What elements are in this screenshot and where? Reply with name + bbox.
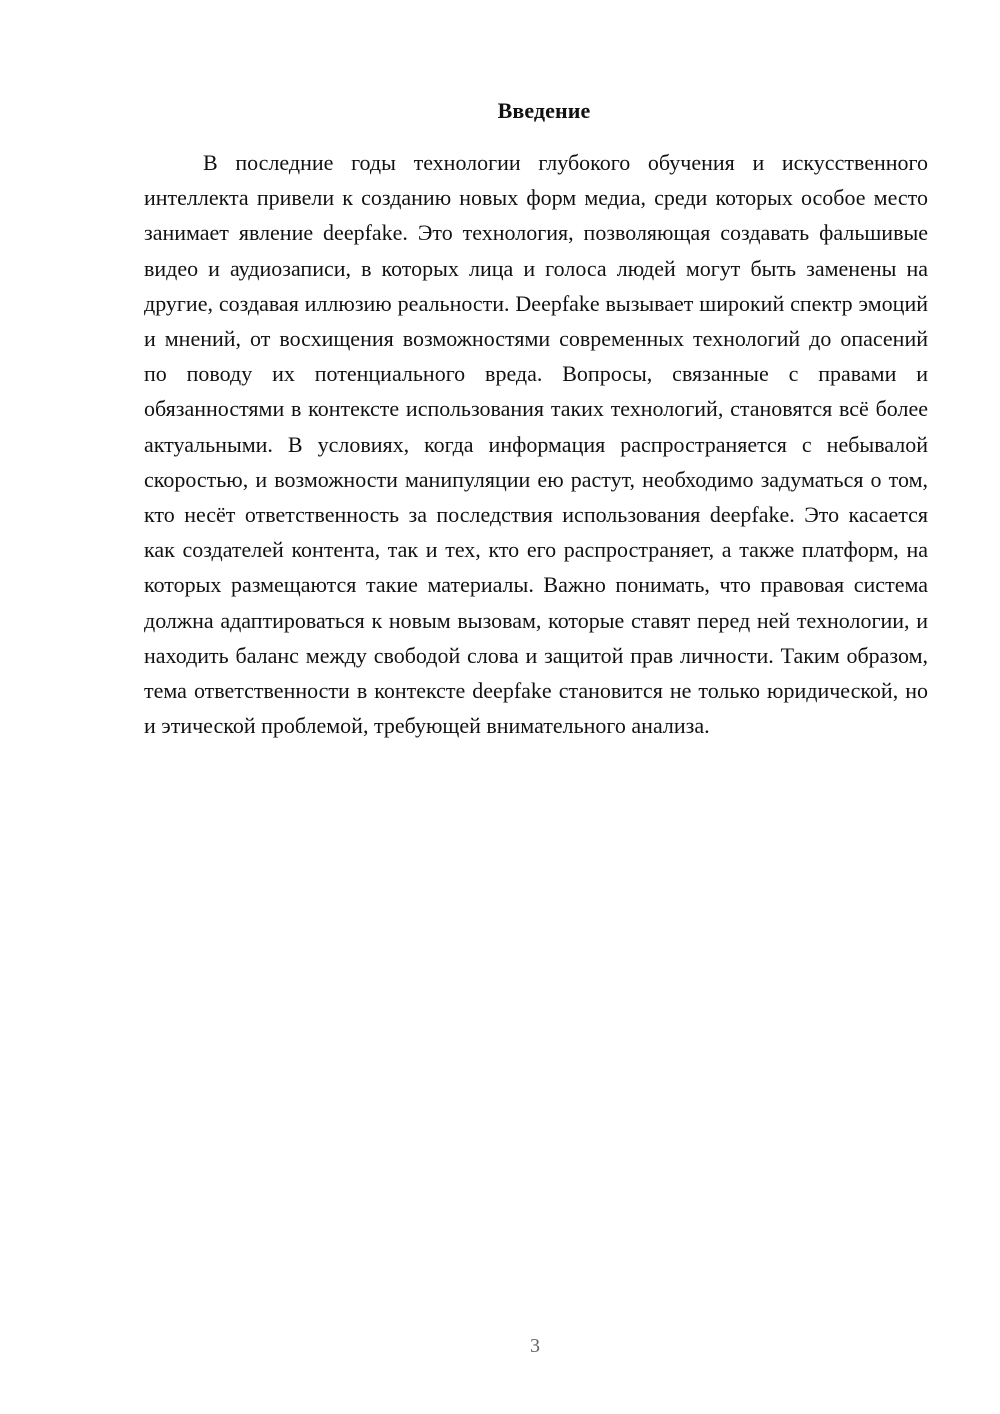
page-content — [144, 96, 928, 743]
page-number: 3 — [530, 1335, 540, 1357]
body-paragraph: В последние годы технологии глубокого обучения и искусственного интеллекта привели к созданию новых форм медиа, среди которых особое место занимает явление deepfake. Это технология, позволяющая создавать фальшивые видео и аудиозаписи, в которых лица и голоса людей могут быть заменены на другие, создавая иллюзию реальности. Deepfake вызывает широкий спектр эмоций и мнений, от восхищения возможностями современных технологий до опасений по поводу их потенциального вреда. Вопросы, связанные с правами и обязанностями в контексте использования таких технологий, становятся всё более актуальными. В условиях, когда информация распространяется с небывалой скоростью, и возможности манипуляции ею растут, необходимо задуматься о том, кто несёт ответственность за последствия использования deepfake. Это касается как создателей контента, так и тех, кто его распространяет, а также платформ, на которых размещаются такие материалы. Важно понимать, что правовая система должна адаптироваться к новым вызовам, которые ставят перед ней технологии, и находить баланс между свободой слова и защитой прав личности. Таким образом, тема ответственности в контексте deepfake становится не только юридической, но и этической проблемой, требующей внимательного анализа. — [144, 150, 928, 739]
heading-wrapper — [152, 96, 936, 126]
section-heading: Введение — [497, 98, 591, 123]
